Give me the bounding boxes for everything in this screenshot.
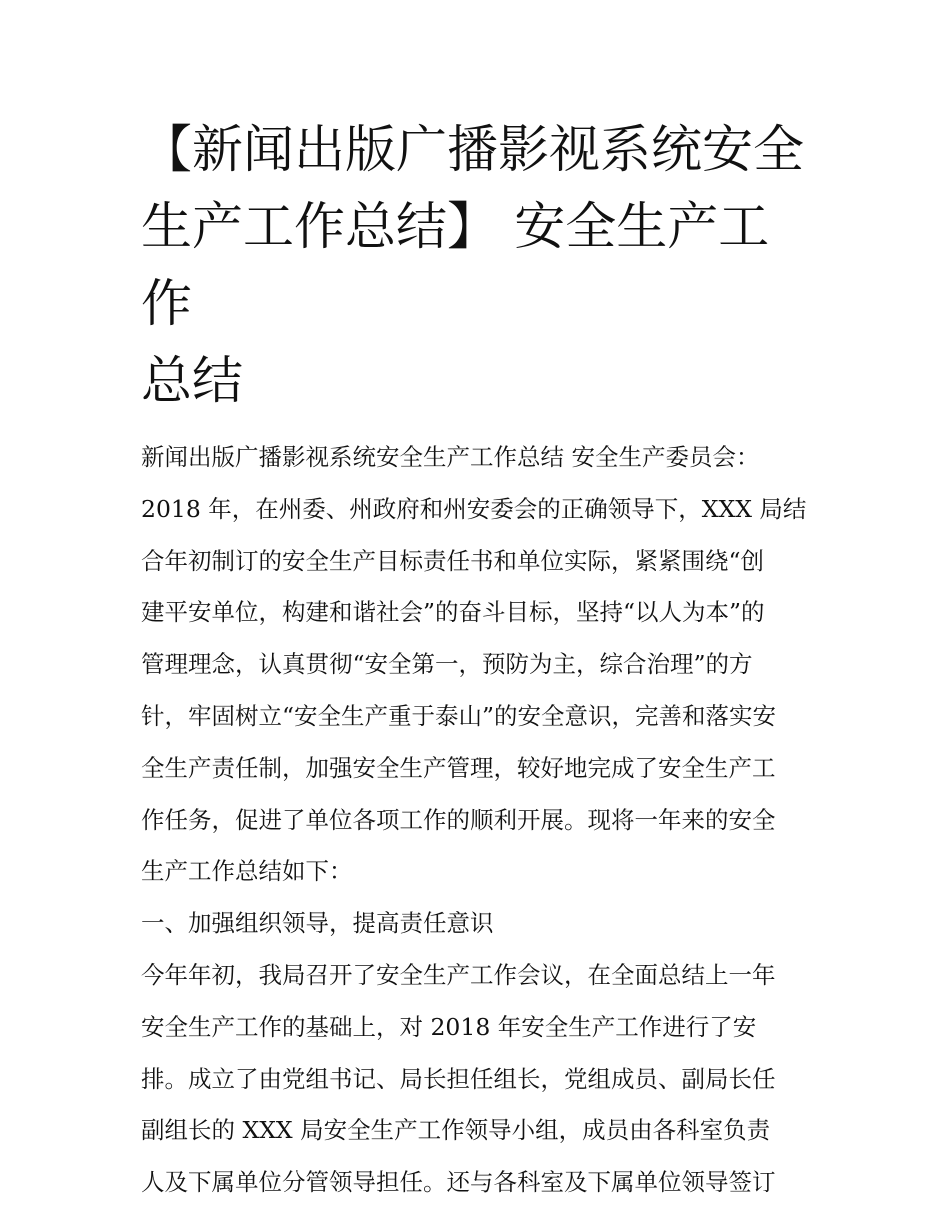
title-line: 生产工作总结】 安全生产工作 [141, 198, 770, 334]
body-line: 安全生产工作的基础上，对 2018 年安全生产工作进行了安 [141, 1012, 757, 1041]
body-line: 合年初制订的安全生产目标责任书和单位实际，紧紧围绕“创 [141, 546, 765, 575]
document-content [141, 112, 809, 1209]
body-line: 副组长的 XXX 局安全生产工作领导小组，成员由各科室负责 [141, 1116, 771, 1145]
body-line: 作任务，促进了单位各项工作的顺利开展。现将一年来的安全 [141, 805, 776, 834]
section-heading: 一、加强组织领导，提高责任意识 [141, 909, 494, 938]
body-line: 人及下属单位分管领导担任。还与各科室及下属单位领导签订 [141, 1168, 776, 1197]
body-line: 2018 年，在州委、州政府和州安委会的正确领导下，XXX 局结 [141, 494, 807, 523]
body-line: 排。成立了由党组书记、局长担任组长，党组成员、副局长任 [141, 1064, 776, 1093]
body-line: 建平安单位，构建和谐社会”的奋斗目标，坚持“以人为本”的 [141, 598, 765, 627]
body-line: 新闻出版广播影视系统安全生产工作总结 安全生产委员会： [141, 443, 760, 471]
body-line: 全生产责任制，加强安全生产管理，较好地完成了安全生产工 [141, 753, 776, 782]
body-line: 管理理念，认真贯彻“安全第一，预防为主，综合治理”的方 [141, 650, 753, 679]
document-body [141, 432, 809, 1209]
title-line: 【新闻出版广播影视系统安全 [141, 121, 805, 180]
body-line: 今年年初，我局召开了安全生产工作会议，在全面总结上一年 [141, 960, 776, 989]
body-line: 针，牢固树立“安全生产重于泰山”的安全意识，完善和落实安 [141, 701, 777, 730]
body-line: 生产工作总结如下： [141, 857, 353, 886]
document-title [141, 112, 809, 420]
title-line: 总结 [141, 352, 244, 411]
